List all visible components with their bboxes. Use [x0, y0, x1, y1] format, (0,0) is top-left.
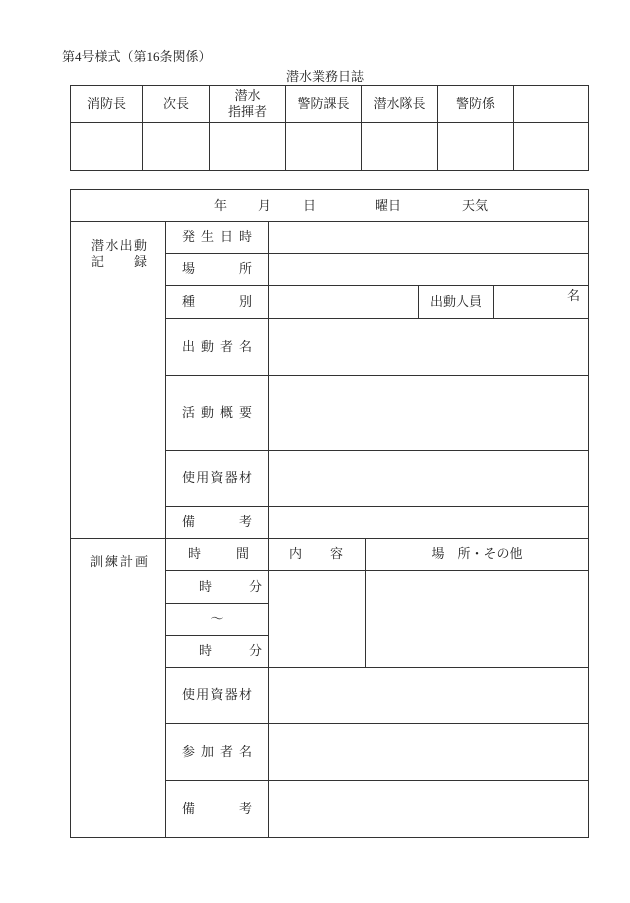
participants-value — [269, 724, 589, 781]
approval-defense-staff-label: 警防係 — [438, 86, 514, 123]
training-section-label — [71, 539, 166, 838]
stamp-cell — [514, 123, 589, 171]
dispatch-remarks-value — [269, 507, 589, 539]
training-section-text: 訓練計画 — [90, 554, 148, 569]
time-header: 時間 — [166, 539, 269, 571]
training-place-value — [366, 571, 589, 668]
occurred-label: 発生日時 — [166, 222, 269, 254]
stamp-cell — [143, 123, 210, 171]
approval-stamp-table — [70, 85, 589, 171]
dispatch-section-line1: 潜水出動 — [91, 238, 147, 253]
month-label: 月 — [258, 198, 272, 213]
occurred-value — [269, 222, 589, 254]
form-number: 第4号様式（第16条関係） — [62, 49, 212, 64]
training-equipment-value — [269, 668, 589, 724]
dispatch-equipment-value — [269, 451, 589, 507]
dispatch-section-line2: 記録 — [91, 254, 147, 270]
approval-defense-section-chief-label: 警防課長 — [286, 86, 362, 123]
stamp-cell — [210, 123, 286, 171]
participants-label: 参加者名 — [166, 724, 269, 781]
members-value — [269, 319, 589, 376]
time-separator: ～ — [166, 604, 269, 636]
approval-stamp-row — [71, 123, 589, 171]
start-hour-label: 時 — [199, 578, 213, 594]
stamp-cell — [286, 123, 362, 171]
end-time-cell — [166, 636, 269, 668]
personnel-unit: 名 — [567, 288, 581, 303]
day-label: 日 — [303, 198, 317, 213]
training-remarks-value — [269, 781, 589, 838]
approval-header-row — [71, 86, 589, 123]
date-cell — [71, 190, 589, 222]
document-title: 潜水業務日誌 — [285, 69, 364, 84]
end-minute-label: 分 — [248, 643, 262, 659]
place-other-header: 場 所・その他 — [366, 539, 589, 571]
year-label: 年 — [214, 198, 228, 213]
stamp-cell — [362, 123, 438, 171]
start-minute-label: 分 — [248, 578, 262, 594]
place-value — [269, 254, 589, 286]
dive-commander-line2: 指揮者 — [227, 104, 267, 119]
stamp-cell — [438, 123, 514, 171]
start-time-cell — [166, 571, 269, 604]
content-header: 内容 — [269, 539, 366, 571]
approval-blank-label — [514, 86, 589, 123]
dispatch-remarks-label: 備考 — [166, 507, 269, 539]
end-hour-label: 時 — [199, 643, 213, 659]
training-content-value — [269, 571, 366, 668]
stamp-cell — [71, 123, 143, 171]
personnel-label: 出動人員 — [419, 286, 494, 319]
approval-dive-commander-label — [210, 86, 286, 123]
date-row — [71, 190, 589, 222]
weather-label: 天気 — [462, 198, 489, 213]
dive-commander-line1: 潜水 — [234, 87, 261, 103]
dispatch-section-label — [71, 222, 166, 539]
place-label: 場所 — [166, 254, 269, 286]
approval-deputy-label: 次長 — [143, 86, 210, 123]
occurred-row — [71, 222, 589, 254]
weekday-label: 曜日 — [375, 198, 402, 213]
training-header-row — [71, 539, 589, 571]
approval-dive-captain-label: 潜水隊長 — [362, 86, 438, 123]
summary-value — [269, 376, 589, 451]
type-value — [269, 286, 419, 319]
personnel-value — [494, 286, 589, 319]
summary-label: 活動概要 — [166, 376, 269, 451]
training-remarks-label: 備考 — [166, 781, 269, 838]
training-equipment-label: 使用資器材 — [166, 668, 269, 724]
dispatch-equipment-label: 使用資器材 — [166, 451, 269, 507]
members-label: 出動者名 — [166, 319, 269, 376]
type-label: 種別 — [166, 286, 269, 319]
journal-table — [70, 189, 589, 838]
approval-fire-chief-label: 消防長 — [71, 86, 143, 123]
